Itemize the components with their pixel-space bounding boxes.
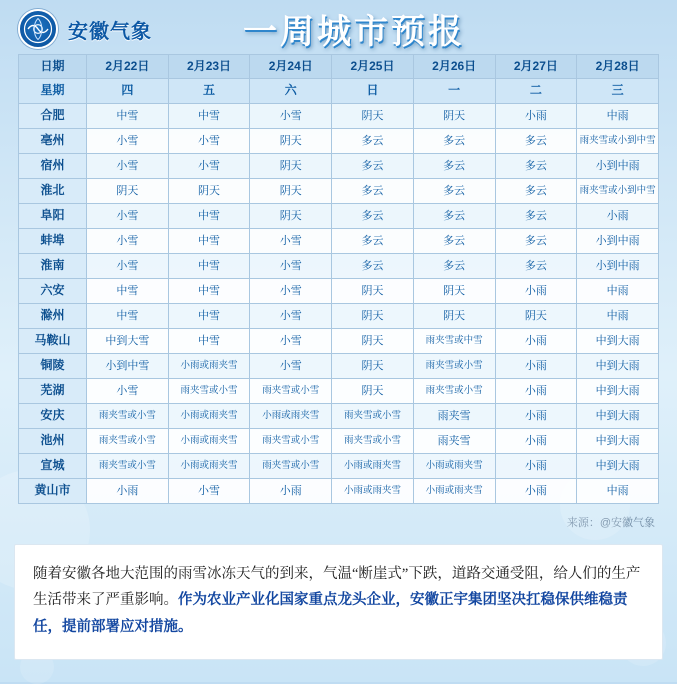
weekday-cell: 五	[168, 79, 250, 104]
forecast-cell: 阴天	[332, 279, 414, 304]
weekday-cell: 四	[87, 79, 169, 104]
weekday-label: 星期	[19, 79, 87, 104]
weekday-cell: 一	[413, 79, 495, 104]
weekday-cell: 日	[332, 79, 414, 104]
forecast-cell: 雨夹雪或小雪	[413, 354, 495, 379]
forecast-cell: 小雪	[250, 254, 332, 279]
weekday-cell: 三	[577, 79, 659, 104]
forecast-cell: 雨夹雪或小雪	[250, 379, 332, 404]
forecast-cell: 小雪	[168, 479, 250, 504]
weekday-cell: 六	[250, 79, 332, 104]
forecast-cell: 小雨或雨夹雪	[168, 354, 250, 379]
forecast-cell: 小雪	[87, 129, 169, 154]
forecast-cell: 小雨	[495, 404, 577, 429]
forecast-cell: 小雪	[87, 254, 169, 279]
forecast-cell: 小雪	[168, 154, 250, 179]
forecast-cell: 小雨	[495, 479, 577, 504]
city-name-cell: 淮北	[19, 179, 87, 204]
forecast-cell: 小雪	[168, 129, 250, 154]
city-name-cell: 蚌埠	[19, 229, 87, 254]
forecast-cell: 多云	[413, 204, 495, 229]
note-text-part1: 随着安徽各地大范围的雨雪冰冻天气的到来，气温“断崖式”下跌，道路交通受阻，给人们的生产生活带来了严重影响。	[33, 565, 641, 609]
column-header: 2月26日	[413, 55, 495, 79]
forecast-cell: 小到中雨	[577, 254, 659, 279]
forecast-cell: 雨夹雪或中雪	[413, 329, 495, 354]
forecast-cell: 多云	[332, 154, 414, 179]
table-row	[19, 379, 659, 404]
forecast-cell: 小雨或雨夹雪	[413, 454, 495, 479]
forecast-cell: 多云	[332, 254, 414, 279]
city-name-cell: 亳州	[19, 129, 87, 154]
forecast-cell: 中雪	[168, 304, 250, 329]
weather-bureau-logo-icon	[18, 9, 58, 49]
forecast-cell: 中到大雨	[577, 454, 659, 479]
forecast-cell: 阴天	[332, 329, 414, 354]
city-name-cell: 阜阳	[19, 204, 87, 229]
table-row	[19, 129, 659, 154]
forecast-cell: 小雨或雨夹雪	[250, 404, 332, 429]
forecast-cell: 雨夹雪或小雪	[250, 454, 332, 479]
forecast-cell: 中到大雨	[577, 354, 659, 379]
forecast-cell: 小雨或雨夹雪	[168, 454, 250, 479]
forecast-cell: 小雨	[495, 454, 577, 479]
note-text-highlight: 作为农业产业化国家重点龙头企业，安徽正宇集团坚决扛稳保供维稳责任，提前部署应对措施。	[33, 592, 628, 636]
forecast-cell: 多云	[332, 229, 414, 254]
forecast-cell: 阴天	[332, 354, 414, 379]
forecast-cell: 小雨或雨夹雪	[332, 454, 414, 479]
forecast-cell: 小雨	[495, 379, 577, 404]
forecast-cell: 阴天	[87, 179, 169, 204]
forecast-cell: 雨夹雪或小到中雪	[577, 129, 659, 154]
forecast-cell: 阴天	[413, 304, 495, 329]
forecast-cell: 雨夹雪或小雪	[250, 429, 332, 454]
forecast-cell: 雨夹雪或小到中雪	[577, 179, 659, 204]
forecast-cell: 雨夹雪或小雪	[87, 429, 169, 454]
forecast-cell: 雨夹雪或小雪	[332, 404, 414, 429]
weekly-city-forecast-table	[18, 54, 659, 504]
table-row	[19, 154, 659, 179]
city-name-cell: 安庆	[19, 404, 87, 429]
forecast-cell: 阴天	[413, 279, 495, 304]
forecast-cell: 小雨或雨夹雪	[413, 479, 495, 504]
forecast-cell: 中到大雨	[577, 329, 659, 354]
forecast-cell: 中到大雨	[577, 379, 659, 404]
forecast-cell: 小雪	[250, 354, 332, 379]
table-body	[19, 79, 659, 504]
forecast-cell: 小雨或雨夹雪	[332, 479, 414, 504]
forecast-cell: 小到中雨	[577, 229, 659, 254]
forecast-cell: 雨夹雪	[413, 404, 495, 429]
table-row	[19, 179, 659, 204]
forecast-cell: 中到大雪	[87, 329, 169, 354]
column-header: 2月27日	[495, 55, 577, 79]
forecast-cell: 雨夹雪或小雪	[87, 404, 169, 429]
forecast-cell: 中雨	[577, 104, 659, 129]
forecast-cell: 多云	[495, 254, 577, 279]
forecast-cell: 阴天	[332, 104, 414, 129]
forecast-table-wrap	[18, 54, 659, 504]
table-header-row	[19, 55, 659, 79]
city-name-cell: 六安	[19, 279, 87, 304]
column-header: 2月25日	[332, 55, 414, 79]
forecast-cell: 小雪	[250, 104, 332, 129]
forecast-cell: 阴天	[332, 379, 414, 404]
city-name-cell: 淮南	[19, 254, 87, 279]
forecast-cell: 阴天	[250, 154, 332, 179]
forecast-cell: 小雨	[495, 329, 577, 354]
forecast-cell: 小雨	[87, 479, 169, 504]
forecast-cell: 中雪	[168, 279, 250, 304]
forecast-cell: 雨夹雪或小雪	[413, 379, 495, 404]
forecast-cell: 中雪	[168, 204, 250, 229]
column-header: 2月24日	[250, 55, 332, 79]
table-row	[19, 229, 659, 254]
forecast-cell: 阴天	[495, 304, 577, 329]
forecast-cell: 中雪	[168, 229, 250, 254]
forecast-cell: 小雨	[495, 104, 577, 129]
city-name-cell: 宣城	[19, 454, 87, 479]
forecast-cell: 多云	[413, 254, 495, 279]
forecast-cell: 小雪	[87, 379, 169, 404]
forecast-cell: 雨夹雪	[413, 429, 495, 454]
forecast-cell: 阴天	[250, 204, 332, 229]
forecast-cell: 中雪	[87, 104, 169, 129]
forecast-cell: 中雨	[577, 479, 659, 504]
table-row	[19, 479, 659, 504]
announcement-note	[14, 544, 663, 660]
forecast-cell: 多云	[332, 179, 414, 204]
table-row	[19, 429, 659, 454]
city-name-cell: 芜湖	[19, 379, 87, 404]
forecast-cell: 小雨或雨夹雪	[168, 429, 250, 454]
weekday-row	[19, 79, 659, 104]
forecast-cell: 小雨	[495, 279, 577, 304]
forecast-cell: 小雪	[250, 279, 332, 304]
forecast-cell: 多云	[332, 204, 414, 229]
table-row	[19, 279, 659, 304]
forecast-cell: 多云	[495, 229, 577, 254]
city-name-cell: 池州	[19, 429, 87, 454]
table-row	[19, 204, 659, 229]
forecast-cell: 多云	[413, 179, 495, 204]
forecast-cell: 阴天	[413, 104, 495, 129]
forecast-cell: 阴天	[250, 129, 332, 154]
forecast-cell: 小雪	[87, 154, 169, 179]
forecast-cell: 多云	[413, 154, 495, 179]
forecast-cell: 多云	[413, 129, 495, 154]
forecast-cell: 中雪	[87, 304, 169, 329]
page-header	[0, 0, 677, 52]
forecast-cell: 多云	[413, 229, 495, 254]
forecast-cell: 雨夹雪或小雪	[87, 454, 169, 479]
forecast-cell: 小雪	[250, 229, 332, 254]
forecast-cell: 小雨	[250, 479, 332, 504]
forecast-cell: 多云	[332, 129, 414, 154]
forecast-cell: 雨夹雪或小雪	[168, 379, 250, 404]
table-row	[19, 329, 659, 354]
forecast-cell: 小雨	[495, 354, 577, 379]
column-header: 2月22日	[87, 55, 169, 79]
forecast-cell: 多云	[495, 129, 577, 154]
forecast-cell: 小到中雨	[577, 154, 659, 179]
forecast-cell: 小雪	[87, 229, 169, 254]
city-name-cell: 滁州	[19, 304, 87, 329]
forecast-cell: 小雨	[577, 204, 659, 229]
forecast-cell: 小雪	[87, 204, 169, 229]
forecast-cell: 中雪	[168, 329, 250, 354]
city-name-cell: 铜陵	[19, 354, 87, 379]
table-row	[19, 104, 659, 129]
forecast-cell: 多云	[495, 204, 577, 229]
forecast-cell: 多云	[495, 154, 577, 179]
forecast-cell: 多云	[495, 179, 577, 204]
forecast-cell: 小雪	[250, 329, 332, 354]
city-name-cell: 合肥	[19, 104, 87, 129]
table-row	[19, 354, 659, 379]
column-header: 日期	[19, 55, 87, 79]
forecast-cell: 小雨	[495, 429, 577, 454]
forecast-cell: 中雨	[577, 279, 659, 304]
table-row	[19, 404, 659, 429]
forecast-cell: 中到大雨	[577, 429, 659, 454]
forecast-cell: 阴天	[168, 179, 250, 204]
weekday-cell: 二	[495, 79, 577, 104]
table-row	[19, 254, 659, 279]
forecast-cell: 阴天	[332, 304, 414, 329]
forecast-cell: 中雪	[168, 104, 250, 129]
source-credit: 来源：@安徽气象	[566, 517, 655, 529]
forecast-cell: 阴天	[250, 179, 332, 204]
forecast-cell: 小到中雪	[87, 354, 169, 379]
forecast-cell: 中雪	[87, 279, 169, 304]
column-header: 2月23日	[168, 55, 250, 79]
brand-name: 安徽气象	[68, 20, 152, 43]
forecast-cell: 小雨或雨夹雪	[168, 404, 250, 429]
table-row	[19, 454, 659, 479]
city-name-cell: 马鞍山	[19, 329, 87, 354]
forecast-cell: 中雪	[168, 254, 250, 279]
table-row	[19, 304, 659, 329]
forecast-cell: 中雨	[577, 304, 659, 329]
city-name-cell: 宿州	[19, 154, 87, 179]
forecast-cell: 雨夹雪或小雪	[332, 429, 414, 454]
forecast-cell: 中到大雨	[577, 404, 659, 429]
column-header: 2月28日	[577, 55, 659, 79]
city-name-cell: 黄山市	[19, 479, 87, 504]
forecast-cell: 小雪	[250, 304, 332, 329]
page-title: 一周城市预报	[243, 14, 465, 51]
